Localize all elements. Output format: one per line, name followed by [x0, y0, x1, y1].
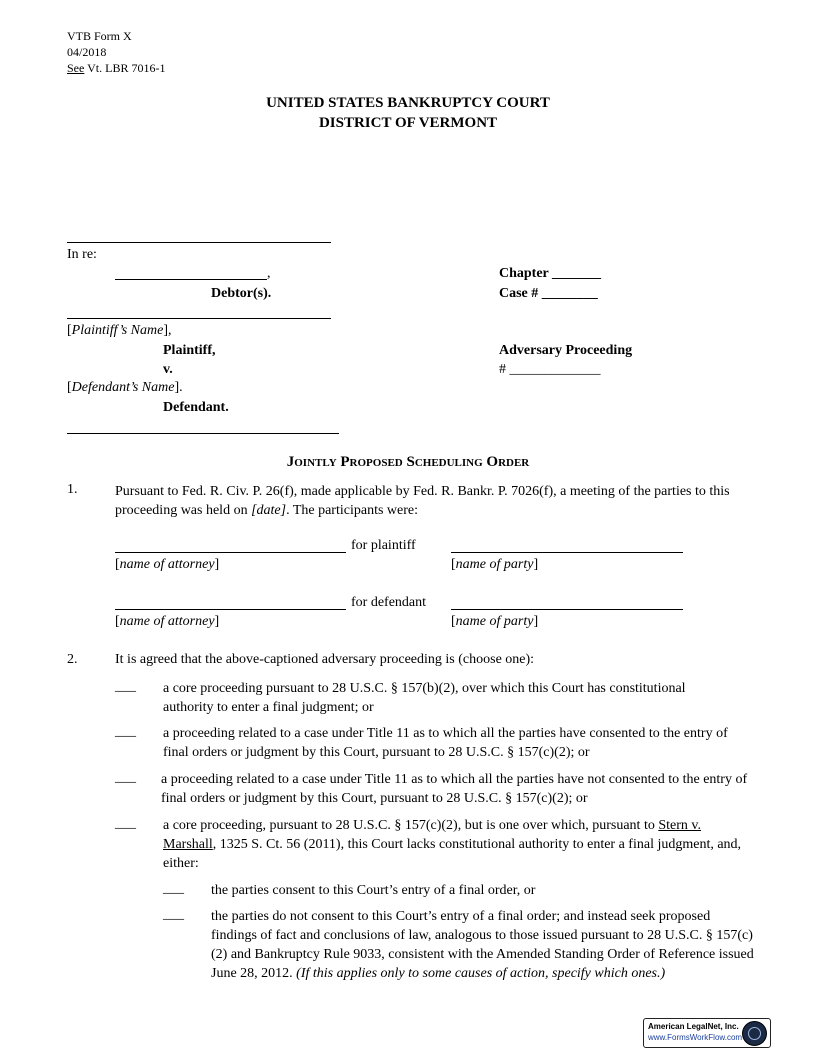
- option-3-text: a proceeding related to a case under Title 11 as to which all the parties have not consented to the entry of final orders or judgment by this Court, pursuant to 28 U.S.C. § 157(c)(2); or: [161, 772, 748, 806]
- sub-option-2-checkbox-blank[interactable]: ___: [163, 907, 184, 922]
- option-1-text: a core proceeding pursuant to 28 U.S.C. § 157(b)(2), over which this Court has constitutional authority to enter a final judgment; or: [163, 681, 686, 715]
- bracket-close: ]: [533, 557, 539, 572]
- plaintiff-name-line: [67, 323, 172, 339]
- caption-rule-mid: [67, 318, 331, 319]
- adversary-proceeding-label: Adversary Proceeding: [499, 343, 633, 358]
- court-name: UNITED STATES BANKRUPTCY COURT: [266, 95, 550, 111]
- plaintiff-party-caption: [451, 557, 538, 573]
- debtor-name-line: [115, 279, 267, 280]
- stern-v-marshall-citation: Stern v. Marshall: [163, 818, 701, 852]
- rule-ref-text: Vt. LBR 7016-1: [87, 61, 166, 75]
- section-2-number: 2.: [67, 652, 78, 667]
- defendant-name-line: [67, 380, 183, 396]
- bracket-close: ]: [214, 614, 220, 629]
- defendant-label: Defendant.: [163, 400, 229, 415]
- name-of-party: name of party: [455, 614, 534, 629]
- plaintiff-party-line: [451, 552, 683, 553]
- plaintiff-name-placeholder: Plaintiff’s Name: [71, 323, 164, 338]
- name-of-attorney: name of attorney: [119, 557, 215, 572]
- caption-rule-bottom: [67, 433, 339, 434]
- form-date: 04/2018: [67, 45, 107, 59]
- section-1-text: [115, 482, 755, 520]
- debtor-label: Debtor(s).: [211, 286, 272, 301]
- logo-url: www.FormsWorkFlow.com: [648, 1033, 743, 1042]
- bracket-open: [: [67, 380, 72, 395]
- bracket-close: ],: [163, 323, 172, 338]
- sub-option-2-italic-note: (If this applies only to some causes of action, specify which ones.): [296, 966, 666, 981]
- versus-label: v.: [163, 362, 173, 377]
- sub-option-1-text: the parties consent to this Court’s entry of a final order, or: [211, 883, 536, 898]
- chapter-field: Chapter _______: [499, 266, 602, 281]
- plaintiff-attorney-caption: [115, 557, 219, 573]
- section-1-number: 1.: [67, 482, 78, 497]
- bracket-close: ]: [533, 614, 539, 629]
- defendant-attorney-line: [115, 609, 346, 610]
- plaintiff-label: Plaintiff,: [163, 343, 216, 358]
- adversary-number-field: # _____________: [499, 362, 601, 377]
- name-of-party: name of party: [455, 557, 534, 572]
- name-of-attorney: name of attorney: [119, 614, 215, 629]
- section-1-text-b: . The participants were:: [286, 503, 418, 518]
- rule-reference: [67, 61, 165, 75]
- bracket-open: [: [67, 323, 72, 338]
- option-4-text-a: a core proceeding, pursuant to 28 U.S.C. § 157(c)(2), but is one over which, pursuant to: [163, 818, 659, 833]
- defendant-name-placeholder: Defendant’s Name: [71, 380, 175, 395]
- caption-rule-top: [67, 242, 331, 243]
- bracket-open: [: [115, 557, 120, 572]
- bracket-open: [: [451, 614, 456, 629]
- form-id: VTB Form X: [67, 29, 132, 43]
- case-number-field: Case # ________: [499, 286, 598, 301]
- option-4-text-b: , 1325 S. Ct. 56 (2011), this Court lacks constitutional authority to enter a final judgment, and, either:: [163, 837, 742, 871]
- section-1-text-a: Pursuant to Fed. R. Civ. P. 26(f), made applicable by Fed. R. Bankr. P. 7026(f), a meeting of the parties to this proceeding was held on: [115, 484, 730, 518]
- bracket-open: [: [451, 557, 456, 572]
- option-4-checkbox-blank[interactable]: ___: [115, 816, 136, 831]
- option-1-checkbox-blank[interactable]: ___: [115, 679, 136, 694]
- bracket-open: [: [115, 614, 120, 629]
- bracket-close: ].: [174, 380, 183, 395]
- for-plaintiff-label: for plaintiff: [351, 538, 416, 553]
- in-re-label: In re:: [67, 247, 97, 262]
- option-2-checkbox-blank[interactable]: ___: [115, 724, 136, 739]
- sub-option-2-text-a: the parties do not consent to this Court’s entry of a final order; and instead seek proposed findings of fact and conclusions of law, analogous to those issued pursuant to 28 U.S.C. § 157(c)(2) and Bankruptcy Rule 9033, consistent with the Amended Standing Order of Reference issued June 28, 2012.: [211, 909, 754, 981]
- globe-icon: [742, 1021, 767, 1046]
- logo-company-name: American LegalNet, Inc.: [648, 1022, 739, 1031]
- bracket-close: ]: [214, 557, 220, 572]
- plaintiff-attorney-line: [115, 552, 346, 553]
- court-district: DISTRICT OF VERMONT: [318, 115, 498, 131]
- sub-option-1-checkbox-blank[interactable]: ___: [163, 881, 184, 896]
- meeting-date-placeholder: [date]: [251, 503, 287, 518]
- defendant-party-line: [451, 609, 683, 610]
- document-title: Jointly Proposed Scheduling Order: [286, 454, 530, 470]
- sub-option-2-text: [211, 907, 756, 983]
- american-legalnet-logo[interactable]: [643, 1018, 771, 1048]
- option-2-text: a proceeding related to a case under Title 11 as to which all the parties have consented to the entry of final orders or judgment by this Court, pursuant to 28 U.S.C. § 157(c)(2); or: [163, 726, 728, 760]
- defendant-party-caption: [451, 614, 538, 630]
- debtor-comma: ,: [267, 266, 271, 281]
- defendant-attorney-caption: [115, 614, 219, 630]
- for-defendant-label: for defendant: [351, 595, 427, 610]
- see-signal: See: [67, 61, 85, 75]
- option-4-text: [163, 816, 753, 873]
- section-2-intro: It is agreed that the above-captioned adversary proceeding is (choose one):: [115, 652, 535, 667]
- option-3-checkbox-blank[interactable]: ___: [115, 770, 136, 785]
